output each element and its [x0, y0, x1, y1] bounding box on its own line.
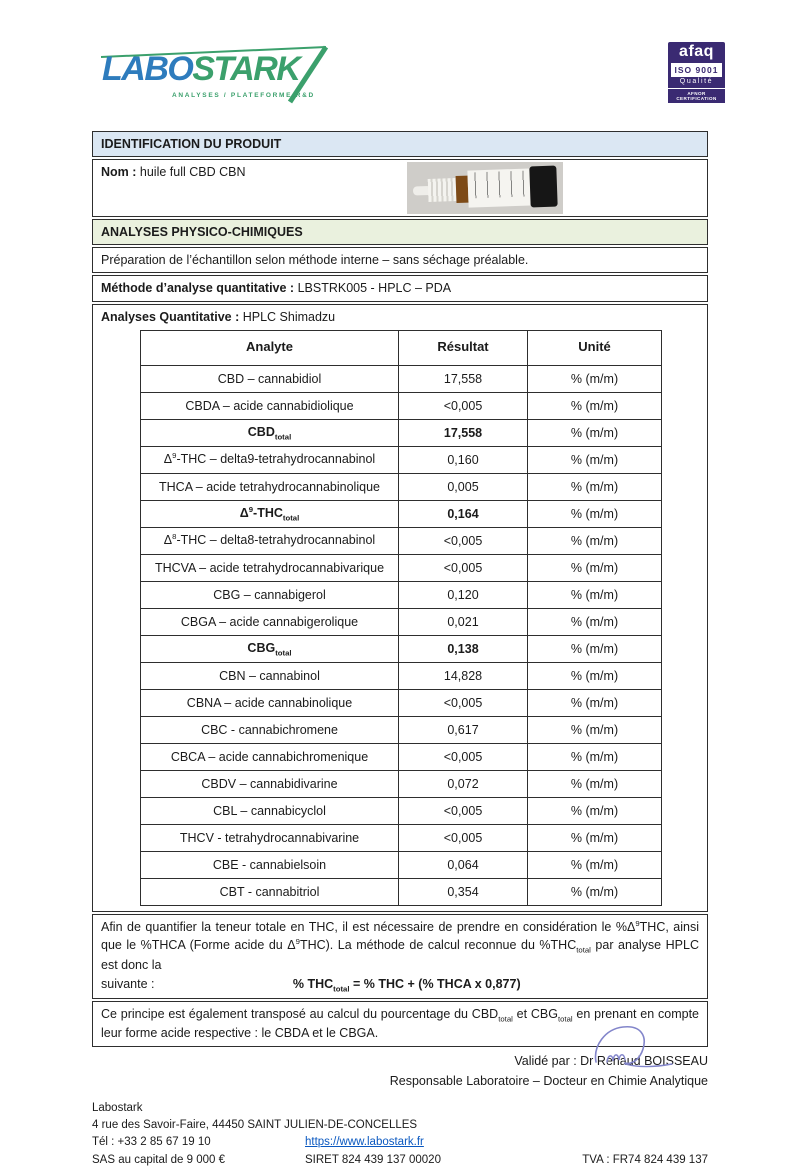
analyte-cell: $\Delta^9-THC_{total}$	[141, 500, 399, 527]
result-cell: <0,005	[399, 554, 528, 581]
method-label: Méthode d’analyse quantitative :	[101, 281, 295, 296]
thc-total-formula: % $THC_{total}$ = % THC + (% THCA x 0,877)	[292, 976, 521, 994]
table-row	[141, 878, 662, 905]
unit-cell: % (m/m)	[528, 797, 662, 824]
analyte-column-header: Analyte	[141, 330, 399, 365]
website-link[interactable]: https://www.labostark.fr	[305, 1136, 424, 1149]
table-row	[141, 527, 662, 554]
result-cell: 0,354	[399, 878, 528, 905]
result-cell: 0,617	[399, 716, 528, 743]
bottle-collar	[428, 178, 457, 202]
analyte-cell: $CBG_{total}$	[141, 635, 399, 662]
company-address: 4 rue des Savoir-Faire, 44450 SAINT JULIEN-DE-CONCELLES	[92, 1119, 418, 1132]
analyte-cell: CBT - cannabitriol	[141, 878, 399, 905]
capital-info: SAS au capital de 9 000 €	[92, 1153, 225, 1166]
analyte-cell: CBDA – acide cannabidiolique	[141, 392, 399, 419]
result-cell: 17,558	[399, 365, 528, 392]
unit-cell: % (m/m)	[528, 689, 662, 716]
unit-cell: % (m/m)	[528, 824, 662, 851]
thc-note-paragraph: Afin de quantifier la teneur totale en THC, il est nécessaire de prendre en considération le $\%\Delta^9THC$, ainsi que le %THCA (Forme acide du $\Delta^9THC$). La méthode de calcul reconnue du $\%THC_{total}$ par analyse HPLC est donc la	[101, 918, 700, 972]
result-column-header: Résultat	[399, 330, 528, 365]
result-cell: 14,828	[399, 662, 528, 689]
quantitative-analysis-box	[92, 304, 708, 912]
formula-line	[101, 975, 699, 995]
siret-number: SIRET 824 439 137 00020	[305, 1153, 441, 1166]
identification-section-header: IDENTIFICATION DU PRODUIT	[92, 131, 708, 157]
logo-wordmark	[102, 52, 299, 86]
iso9001-label: ISO 9001	[671, 63, 723, 77]
method-value: LBSTRK005 - HPLC – PDA	[297, 281, 452, 296]
quant-row	[101, 308, 699, 326]
analyte-cell: THCVA – acide tetrahydrocannabivarique	[141, 554, 399, 581]
unit-cell: % (m/m)	[528, 365, 662, 392]
analyte-cell: $\Delta^8$-THC – delta8-tetrahydrocannabinol	[141, 527, 399, 554]
table-row	[141, 446, 662, 473]
table-row	[141, 419, 662, 446]
product-photo	[407, 162, 563, 214]
principe-note-box: Ce principe est également transposé au calcul du pourcentage du $CBD_{total}$ et $CBG_{total}$ en prenant en compte leur forme acide respective : le CBDA et le CBGA.	[92, 1001, 708, 1047]
result-cell: <0,005	[399, 689, 528, 716]
unit-column-header: Unité	[528, 330, 662, 365]
unit-cell: % (m/m)	[528, 554, 662, 581]
result-cell: 0,160	[399, 446, 528, 473]
unit-cell: % (m/m)	[528, 392, 662, 419]
analyte-cell: CBC - cannabichromene	[141, 716, 399, 743]
labostark-logo	[98, 40, 338, 108]
analyte-cell: CBCA – acide cannabichromenique	[141, 743, 399, 770]
table-row	[141, 851, 662, 878]
result-cell: <0,005	[399, 824, 528, 851]
result-cell: 0,164	[399, 500, 528, 527]
result-cell: <0,005	[399, 797, 528, 824]
result-cell: 0,005	[399, 473, 528, 500]
table-row	[141, 662, 662, 689]
unit-cell: % (m/m)	[528, 743, 662, 770]
analyte-cell: CBGA – acide cannabigerolique	[141, 608, 399, 635]
table-row	[141, 608, 662, 635]
product-name-row	[92, 159, 708, 217]
results-table	[140, 330, 662, 906]
nom-label: Nom :	[101, 165, 137, 180]
bottle-cap	[529, 166, 557, 208]
analyte-cell: CBG – cannabigerol	[141, 581, 399, 608]
table-row	[141, 554, 662, 581]
result-cell: 17,558	[399, 419, 528, 446]
analyte-cell: CBDV – cannabidivarine	[141, 770, 399, 797]
analyses-section-header: ANALYSES PHYSICO-CHIMIQUES	[92, 219, 708, 245]
quant-value: HPLC Shimadzu	[242, 309, 336, 324]
qualite-label: Qualité	[679, 77, 714, 85]
unit-cell: % (m/m)	[528, 527, 662, 554]
preparation-note: Préparation de l’échantillon selon méthode interne – sans séchage préalable.	[92, 247, 708, 273]
unit-cell: % (m/m)	[528, 446, 662, 473]
nom-value: huile full CBD CBN	[139, 165, 246, 180]
table-row	[141, 716, 662, 743]
result-cell: 0,120	[399, 581, 528, 608]
result-cell: 0,138	[399, 635, 528, 662]
result-cell: 0,064	[399, 851, 528, 878]
table-row	[141, 500, 662, 527]
footer-block	[92, 1100, 708, 1169]
analyte-cell: CBN – cannabinol	[141, 662, 399, 689]
table-row	[141, 797, 662, 824]
report-body	[92, 131, 708, 1169]
unit-cell: % (m/m)	[528, 608, 662, 635]
table-row	[141, 581, 662, 608]
unit-cell: % (m/m)	[528, 662, 662, 689]
bottle-amber-ring	[456, 176, 469, 203]
unit-cell: % (m/m)	[528, 770, 662, 797]
unit-cell: % (m/m)	[528, 635, 662, 662]
table-header-row	[141, 330, 662, 365]
unit-cell: % (m/m)	[528, 581, 662, 608]
unit-cell: % (m/m)	[528, 419, 662, 446]
table-row	[141, 365, 662, 392]
result-cell: 0,072	[399, 770, 528, 797]
analyte-cell: CBE - cannabielsoin	[141, 851, 399, 878]
signature-icon	[586, 1022, 674, 1076]
company-name: Labostark	[92, 1101, 143, 1114]
result-cell: <0,005	[399, 392, 528, 419]
logo-part-labo: LABO	[102, 50, 193, 88]
analyte-cell: $CBD_{total}$	[141, 419, 399, 446]
method-row	[92, 275, 708, 301]
result-cell: <0,005	[399, 527, 528, 554]
unit-cell: % (m/m)	[528, 878, 662, 905]
bottle-tip	[413, 186, 429, 196]
result-cell: <0,005	[399, 743, 528, 770]
analyte-cell: CBD – cannabidiol	[141, 365, 399, 392]
analyte-cell: CBNA – acide cannabinolique	[141, 689, 399, 716]
afaq-iso9001-badge	[668, 42, 725, 103]
analyte-cell: THCA – acide tetrahydrocannabinolique	[141, 473, 399, 500]
validated-by: Validé par : Dr Renaud BOISSEAU	[514, 1053, 708, 1068]
analyte-cell: $\Delta^9$-THC – delta9-tetrahydrocannabinol	[141, 446, 399, 473]
bottle-label	[467, 169, 530, 208]
analyte-cell: THCV - tetrahydrocannabivarine	[141, 824, 399, 851]
validator-role: Responsable Laboratoire – Docteur en Chimie Analytique	[389, 1074, 708, 1089]
table-row	[141, 392, 662, 419]
afaq-label: afaq	[679, 43, 714, 60]
table-row	[141, 635, 662, 662]
phone-number: Tél : +33 2 85 67 19 10	[92, 1136, 211, 1149]
dropper-bottle-image	[412, 165, 559, 212]
unit-cell: % (m/m)	[528, 500, 662, 527]
unit-cell: % (m/m)	[528, 473, 662, 500]
table-row	[141, 824, 662, 851]
quant-label: Analyses Quantitative :	[101, 309, 240, 324]
analyte-cell: CBL – cannabicyclol	[141, 797, 399, 824]
tva-number: TVA : FR74 824 439 137	[582, 1153, 708, 1166]
thc-total-note-box	[92, 914, 708, 999]
table-row	[141, 770, 662, 797]
unit-cell: % (m/m)	[528, 851, 662, 878]
result-cell: 0,021	[399, 608, 528, 635]
logo-tagline: ANALYSES / PLATEFORME R&D	[172, 92, 315, 99]
table-row	[141, 473, 662, 500]
suivante-label: suivante :	[101, 976, 155, 991]
table-row	[141, 743, 662, 770]
afnor-certification-label: AFNOR CERTIFICATION	[668, 88, 725, 104]
unit-cell: % (m/m)	[528, 716, 662, 743]
logo-part-stark: STARK	[192, 50, 300, 88]
results-table-body	[141, 365, 662, 905]
table-row	[141, 689, 662, 716]
